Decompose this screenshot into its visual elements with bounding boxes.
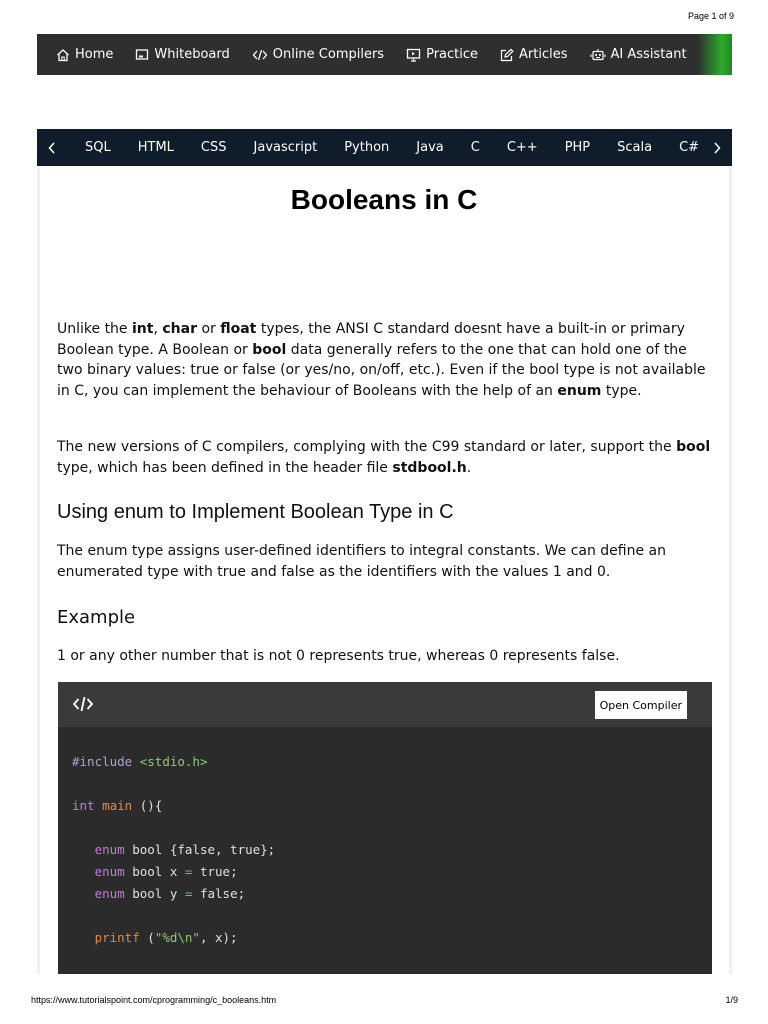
nav-ai-assistant-label: AI Assistant xyxy=(610,47,687,62)
text-run: data generally refers to the one that can hold one of the two binary values: true or false (or yes/no, on/off, etc.). Even if the bool type is not available in C, you can implement the behaviour of Booleans with the help of an xyxy=(57,341,706,399)
code-token: bool x xyxy=(124,864,185,879)
keyword-bool: bool xyxy=(252,341,287,358)
nav-practice-label: Practice xyxy=(426,47,479,62)
nav-practice[interactable] xyxy=(406,47,478,62)
keyword-stdbool-h: stdbool.h xyxy=(392,459,467,476)
enum-paragraph: The enum type assigns user-defined identifiers to integral constants. We can define an enumerated type with true and false as the identifiers with the values 1 and 0. xyxy=(57,543,667,580)
code-line-blank xyxy=(72,773,698,795)
code-icon xyxy=(252,48,268,62)
lang-tab-scala[interactable]: Scala xyxy=(617,140,653,155)
keyword-char: char xyxy=(162,321,197,337)
text-run: type. xyxy=(601,382,642,399)
nav-overflow-fade xyxy=(698,34,732,75)
code-line-blank xyxy=(72,905,698,927)
keyword-int: int xyxy=(132,321,154,337)
text-run: type, which has been defined in the header file xyxy=(57,459,393,476)
lang-tab-javascript[interactable]: Javascript xyxy=(253,140,318,155)
text-run: or xyxy=(197,321,221,337)
nav-articles[interactable] xyxy=(500,47,567,62)
code-example-box xyxy=(58,682,712,974)
code-token: ( xyxy=(139,930,155,945)
lang-tab-css[interactable]: CSS xyxy=(200,140,227,155)
open-compiler-button[interactable]: Open Compiler xyxy=(595,691,687,719)
code-line-blank xyxy=(72,817,698,839)
code-token: enum xyxy=(94,886,125,901)
lang-tab-html[interactable]: HTML xyxy=(137,140,174,155)
code-line xyxy=(72,751,698,773)
lang-tab-python[interactable]: Python xyxy=(344,140,390,155)
lang-tab-cpp[interactable]: C++ xyxy=(506,140,538,155)
text-run: types, the ANSI C standard doesnt have a built-in or primary Boolean type. A Boolean or xyxy=(57,321,685,358)
example-description: 1 or any other number that is not 0 represents true, whereas 0 represents false. xyxy=(57,648,620,664)
langbar-next-button[interactable] xyxy=(702,129,732,166)
code-token: bool {false, true}; xyxy=(124,842,276,857)
code-token: false; xyxy=(192,886,246,901)
code-toolbar xyxy=(58,682,712,727)
code-token: enum xyxy=(94,864,125,879)
footer-page-number: 1/9 xyxy=(725,995,738,1005)
chevron-right-icon xyxy=(713,142,721,154)
code-token: "%d\n" xyxy=(154,930,200,945)
code-token: <stdio.h> xyxy=(139,754,208,769)
language-tabs-bar xyxy=(37,129,732,166)
footer-url: https://www.tutorialspoint.com/cprogramming/c_booleans.htm xyxy=(31,995,277,1005)
code-token: true; xyxy=(192,864,238,879)
code-line xyxy=(72,795,698,817)
code-token: = xyxy=(184,864,193,879)
nav-home-label: Home xyxy=(75,47,114,62)
text-run: , xyxy=(153,321,163,337)
lang-tab-sql[interactable]: SQL xyxy=(85,140,111,155)
lang-tab-c[interactable]: C xyxy=(470,140,480,155)
page-header-label: Page 1 of 9 xyxy=(687,11,734,21)
code-token: printf xyxy=(94,930,140,945)
intro-paragraph xyxy=(57,319,712,401)
langbar-prev-button[interactable] xyxy=(37,129,67,166)
chevron-left-icon xyxy=(48,142,56,154)
nav-online-compilers[interactable] xyxy=(252,47,384,62)
nav-ai-assistant[interactable] xyxy=(590,47,687,62)
c99-paragraph xyxy=(57,437,712,478)
page-title: Booleans in C xyxy=(290,184,478,215)
text-run: The new versions of C compilers, complying with the C99 standard or later, support the xyxy=(57,439,677,455)
example-heading: Example xyxy=(57,607,136,628)
nav-whiteboard[interactable] xyxy=(135,47,229,62)
code-token: int xyxy=(72,798,95,813)
code-line xyxy=(72,927,698,949)
code-icon xyxy=(72,695,94,713)
keyword-bool: bool xyxy=(676,439,711,455)
edit-icon xyxy=(500,48,514,62)
lang-tab-csharp[interactable]: C# xyxy=(679,140,700,155)
code-line xyxy=(72,883,698,905)
robot-icon xyxy=(590,48,606,62)
section-heading: Using enum to Implement Boolean Type in C xyxy=(57,501,454,523)
code-token: (){ xyxy=(132,798,163,813)
code-token: = xyxy=(184,886,193,901)
lang-tab-java[interactable]: Java xyxy=(416,140,444,155)
nav-online-compilers-label: Online Compilers xyxy=(272,47,385,62)
lang-tab-php[interactable]: PHP xyxy=(564,140,591,155)
whiteboard-icon xyxy=(135,48,149,62)
home-icon xyxy=(56,48,70,62)
nav-whiteboard-label: Whiteboard xyxy=(154,47,230,62)
keyword-float: float xyxy=(220,321,257,337)
nav-home[interactable] xyxy=(56,47,113,62)
code-line xyxy=(72,839,698,861)
top-navigation xyxy=(37,34,732,75)
nav-articles-label: Articles xyxy=(519,47,568,62)
code-token: enum xyxy=(94,842,125,857)
code-token: #include xyxy=(72,754,133,769)
code-token: , x); xyxy=(199,930,238,945)
code-token: main xyxy=(102,798,133,813)
keyword-enum: enum xyxy=(557,382,602,399)
code-token: bool y xyxy=(124,886,185,901)
text-run: Unlike the xyxy=(57,321,132,337)
monitor-icon xyxy=(406,48,421,62)
text-run: . xyxy=(466,459,472,476)
code-line xyxy=(72,861,698,883)
code-block[interactable] xyxy=(58,727,712,973)
